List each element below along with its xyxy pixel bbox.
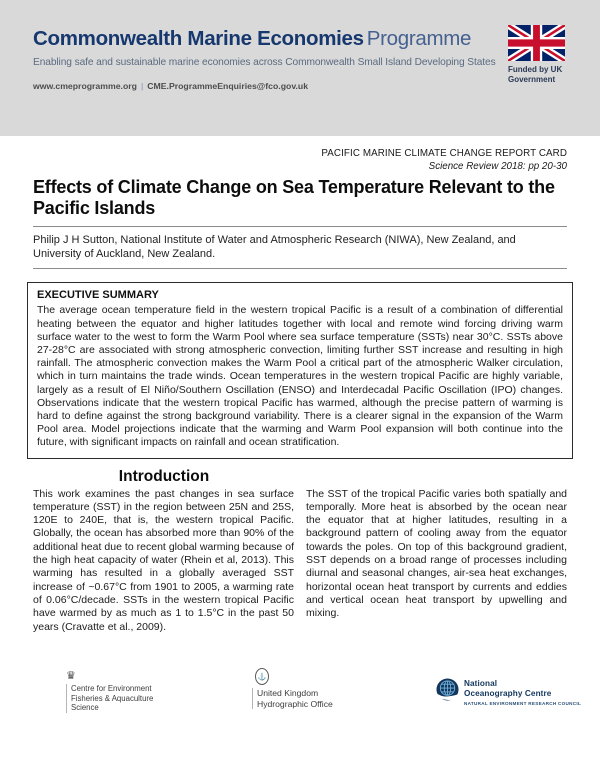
- globe-icon: [436, 678, 459, 701]
- science-review-line: Science Review 2018: pp 20-30: [428, 161, 567, 172]
- funding-block: [508, 25, 570, 86]
- programme-tagline: Enabling safe and sustainable marine economies across Commonwealth Small Island Developing States: [33, 57, 496, 68]
- cefas-label: [66, 684, 153, 713]
- uk-flag-icon: [508, 25, 565, 61]
- author-line: Philip J H Sutton, National Institute of Water and Atmospheric Research (NIWA), New Zealand, and University of Auckland, New Zealand.: [33, 233, 516, 261]
- noc-logo: [436, 678, 581, 706]
- cefas-line1: Centre for Environment: [71, 684, 152, 693]
- document-body: [33, 148, 567, 634]
- ukho-crest-icon: ⚓: [255, 668, 269, 685]
- programme-title-light: Programme: [366, 27, 472, 50]
- funding-label: Funded by UK Government: [508, 65, 563, 85]
- introduction-heading: Introduction: [118, 467, 210, 485]
- cefas-logo: [66, 671, 153, 713]
- footer-logos: [0, 668, 600, 738]
- noc-line2: Oceanography Centre: [464, 688, 552, 698]
- divider-top: [33, 226, 567, 227]
- introduction-column-left: This work examines the past changes in sea surface temperature (SST) in the region between 25N and 25S, 120E to 240E, that is, the western tropical Pacific. Globally, the ocean has absorbed more than 90% of the additional heat due to recent global warming because of the high heat capacity of water (Rhein et al, 2013). This warming has resulted in a globally averaged SST increase of ~0.67°C from 1901 to 2005, a warming rate of 0.06°C/decade. SSTs in the western tropical Pacific have warmed by as much as 1 to 1.5°C in the past 50 years (Cravatte et al., 2009).: [33, 487, 294, 633]
- crown-icon: ♛: [66, 670, 76, 682]
- introduction-columns: [33, 488, 567, 634]
- website-link[interactable]: www.cmeprogramme.org: [33, 81, 137, 91]
- executive-summary-box: [27, 282, 573, 458]
- executive-summary-text: The average ocean temperature field in the western tropical Pacific is a result of a combination of differential heating between the equator and higher latitudes together with local and remote wind forcing driving warm surface water to the west to form the Warm Pool where sea surface temperature (SSTs) near 30°C. SSTs above 27-28°C are associated with strong atmospheric convection, limiting further SST increase and resulting in high rainfall. The atmospheric convection makes the Warm Pool a critical part of the atmospheric Walker circulation, which in turn maintains the trade winds. Ocean temperatures in the western tropical Pacific are highly variable, largely as a result of El Niño/Southern Oscillation (ENSO) and Interdecadal Pacific Oscillation (IPO) changes. Observations indicate that the western tropical Pacific has warmed, although the precise pattern of warming is hard to define against the strong background variability. There is a clearer signal in the expansion of the Warm Pool area. Model projections indicate that the warming and Warm Pool expansion will both continue into the future, with significant impacts on rainfall and ocean stratification.: [37, 304, 563, 449]
- divider-bottom: [33, 268, 567, 269]
- cefas-line3: Science: [71, 703, 99, 713]
- ukho-logo: [252, 668, 333, 709]
- ukho-line2: Hydrographic Office: [257, 698, 333, 709]
- ukho-label: [252, 688, 333, 709]
- executive-summary-heading: EXECUTIVE SUMMARY: [37, 289, 159, 302]
- noc-subtitle: NATURAL ENVIRONMENT RESEARCH COUNCIL: [464, 700, 582, 706]
- cefas-line2: Fisheries & Aquaculture: [71, 693, 154, 703]
- noc-label: [464, 679, 581, 706]
- contact-line: [33, 81, 498, 91]
- report-card-series: PACIFIC MARINE CLIMATE CHANGE REPORT CARD: [321, 148, 567, 159]
- contact-separator: |: [140, 81, 144, 91]
- introduction-column-right: The SST of the tropical Pacific varies both spatially and temporally. More heat is absorbed by the ocean near the equator that at higher latitudes, resulting in a background pattern of cooling away from the equator towards the poles. On top of this background gradient, SST depends on a broad range of processes including diurnal and seasonal changes, air-sea heat exchanges, horizontal ocean heat transport by currents and eddies and vertical ocean heat transport by upwelling and mixing.: [306, 487, 567, 620]
- article-title: Effects of Climate Change on Sea Temperature Relevant to the Pacific Islands: [33, 177, 555, 218]
- ukho-line1: United Kingdom: [257, 688, 319, 698]
- programme-title: [33, 27, 498, 51]
- programme-title-bold: Commonwealth Marine Economies: [33, 27, 364, 50]
- masthead: [0, 0, 600, 136]
- noc-line1: National: [464, 679, 498, 688]
- email-link[interactable]: CME.ProgrammeEnquiries@fco.gov.uk: [147, 81, 309, 91]
- masthead-brand-block: [33, 27, 498, 91]
